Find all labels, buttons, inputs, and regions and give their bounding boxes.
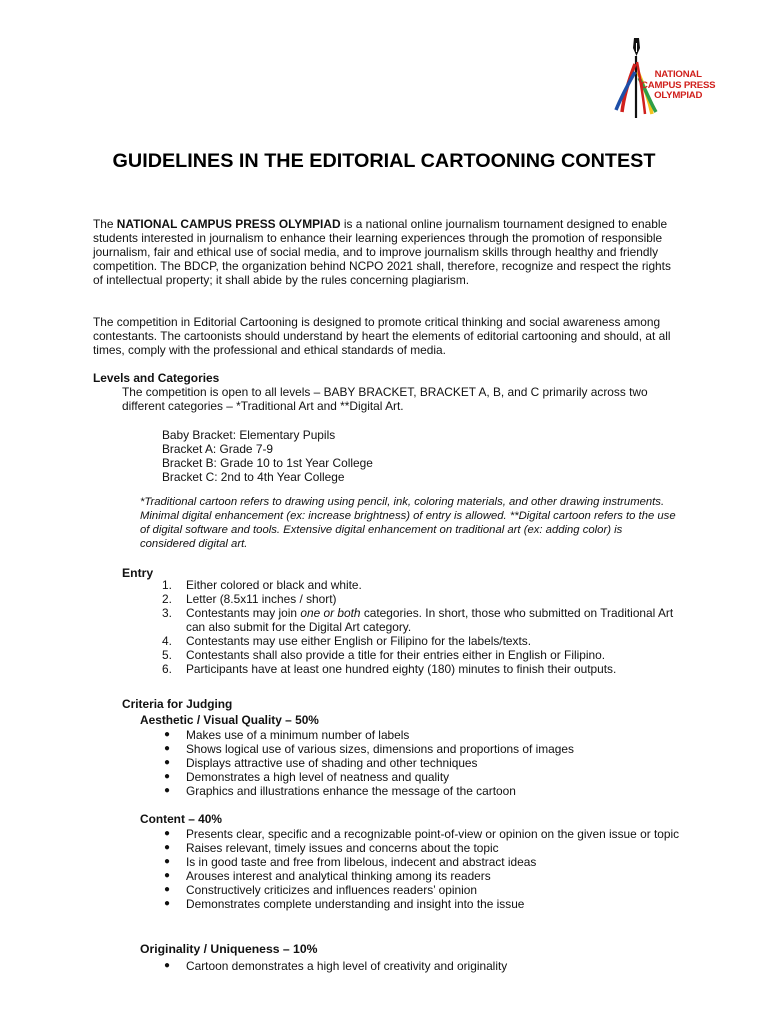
entry-text: Either colored or black and white. bbox=[186, 578, 362, 592]
logo-wordmark bbox=[641, 70, 715, 102]
bullet-icon: ● bbox=[164, 884, 171, 895]
logo-line-3: OLYMPIAD bbox=[654, 90, 703, 101]
originality-list bbox=[162, 959, 682, 973]
bullet-icon: ● bbox=[164, 785, 171, 796]
entry-text: Contestants may join bbox=[186, 606, 301, 620]
ncpo-logo bbox=[612, 34, 742, 122]
content-heading: Content – 40% bbox=[140, 812, 222, 826]
category-note: *Traditional cartoon refers to drawing using pencil, ink, coloring materials, and other drawing instruments. Minimal digital enhancement (ex: increase brightness) of entry is allowed. **Digital cartoon refers to the use of digital software and tools. Extensive digital enhancement on traditional art (ex: adding color) is considered digital art. bbox=[140, 496, 676, 550]
list-item bbox=[162, 827, 682, 841]
entry-item bbox=[162, 648, 682, 662]
list-item-text: Raises relevant, timely issues and concerns about the topic bbox=[186, 841, 499, 855]
list-item bbox=[162, 756, 682, 770]
list-item bbox=[162, 742, 682, 756]
entry-item bbox=[162, 578, 682, 592]
bullet-icon: ● bbox=[164, 898, 171, 909]
aesthetic-heading: Aesthetic / Visual Quality – 50% bbox=[140, 713, 319, 727]
list-item bbox=[162, 883, 682, 897]
content-list bbox=[162, 827, 682, 911]
originality-heading: Originality / Uniqueness – 10% bbox=[140, 942, 318, 956]
entry-item bbox=[162, 634, 682, 648]
bullet-icon: ● bbox=[164, 870, 171, 881]
entry-item bbox=[162, 606, 682, 634]
bullet-icon: ● bbox=[164, 828, 171, 839]
list-item-text: Demonstrates a high level of neatness and quality bbox=[186, 770, 450, 784]
intro-rest: is a national online journalism tournament designed to enable students interested in journalism to enhance their learning experiences through the promotion of responsible journalism, fair and ethical use of social media, and to improve journalism skills through healthy and friendly competition. The BDCP, the organization behind NCPO 2021 shall, therefore, recognize and respect the rights of intellectual property; it shall abide by the rules concerning plagiarism. bbox=[93, 217, 671, 287]
bullet-icon: ● bbox=[164, 856, 171, 867]
list-item-text: Demonstrates complete understanding and insight into the issue bbox=[186, 897, 525, 911]
levels-text: The competition is open to all levels – BABY BRACKET, BRACKET A, B, and C primarily across two different categories – *Traditional Art and **Digital Art. bbox=[122, 385, 648, 413]
entry-emphasis: one or both bbox=[300, 606, 361, 620]
bracket-item: Baby Bracket: Elementary Pupils bbox=[162, 428, 336, 442]
aesthetic-list bbox=[162, 728, 682, 798]
list-item bbox=[162, 728, 682, 742]
list-item-text: Graphics and illustrations enhance the message of the cartoon bbox=[186, 784, 516, 798]
entry-number: 2. bbox=[162, 592, 172, 606]
bracket-item: Bracket B: Grade 10 to 1st Year College bbox=[162, 456, 373, 470]
list-item bbox=[162, 855, 682, 869]
entry-text: Letter (8.5x11 inches / short) bbox=[186, 592, 337, 606]
entry-item bbox=[162, 662, 682, 676]
entry-list bbox=[162, 578, 682, 676]
list-item-text: Arouses interest and analytical thinking among its readers bbox=[186, 869, 491, 883]
list-item-text: Is in good taste and free from libelous, indecent and abstract ideas bbox=[186, 855, 537, 869]
organization-name: NATIONAL CAMPUS PRESS OLYMPIAD bbox=[116, 217, 341, 231]
bullet-icon: ● bbox=[164, 729, 171, 740]
document-title: GUIDELINES IN THE EDITORIAL CARTOONING CONTEST bbox=[112, 150, 656, 172]
logo-line-1: NATIONAL bbox=[654, 69, 702, 80]
list-item bbox=[162, 869, 682, 883]
bullet-icon: ● bbox=[164, 960, 171, 971]
bracket-item: Bracket A: Grade 7-9 bbox=[162, 442, 274, 456]
entry-number: 3. bbox=[162, 606, 172, 620]
list-item-text: Cartoon demonstrates a high level of creativity and originality bbox=[186, 959, 508, 973]
list-item-text: Presents clear, specific and a recognizable point-of-view or opinion on the given issue or topic bbox=[186, 827, 680, 841]
intro-paragraph-2: The competition in Editorial Cartooning is designed to promote critical thinking and social awareness among contestants. The cartoonists should understand by heart the elements of editorial cartooning and should, at all times, comply with the professional and ethical standards of media. bbox=[93, 315, 671, 357]
entry-heading: Entry bbox=[122, 566, 154, 580]
bullet-icon: ● bbox=[164, 842, 171, 853]
bracket-list bbox=[162, 428, 562, 484]
entry-text: Participants have at least one hundred eighty (180) minutes to finish their outputs. bbox=[186, 662, 617, 676]
list-item bbox=[162, 770, 682, 784]
list-item bbox=[162, 897, 682, 911]
bullet-icon: ● bbox=[164, 757, 171, 768]
list-item bbox=[162, 784, 682, 798]
list-item-text: Displays attractive use of shading and other techniques bbox=[186, 756, 478, 770]
entry-number: 4. bbox=[162, 634, 172, 648]
list-item-text: Constructively criticizes and influences readers’ opinion bbox=[186, 883, 478, 897]
entry-text: categories. In short, those who submitted on Traditional Art can also submit for the Digital Art category. bbox=[186, 606, 674, 634]
logo-line-2: CAMPUS PRESS bbox=[641, 79, 716, 91]
entry-number: 5. bbox=[162, 648, 172, 662]
entry-item bbox=[162, 592, 682, 606]
entry-number: 1. bbox=[162, 578, 172, 592]
list-item-text: Shows logical use of various sizes, dimensions and proportions of images bbox=[186, 742, 574, 756]
entry-text: Contestants shall also provide a title for their entries either in English or Filipino. bbox=[186, 648, 606, 662]
bullet-icon: ● bbox=[164, 771, 171, 782]
list-item bbox=[162, 959, 682, 973]
bullet-icon: ● bbox=[164, 743, 171, 754]
intro-prefix: The bbox=[93, 217, 117, 231]
bracket-item: Bracket C: 2nd to 4th Year College bbox=[162, 470, 345, 484]
criteria-heading: Criteria for Judging bbox=[122, 697, 233, 711]
entry-number: 6. bbox=[162, 662, 172, 676]
intro-paragraph-1 bbox=[93, 217, 678, 287]
list-item bbox=[162, 841, 682, 855]
list-item-text: Makes use of a minimum number of labels bbox=[186, 728, 410, 742]
entry-text: Contestants may use either English or Filipino for the labels/texts. bbox=[186, 634, 531, 648]
levels-heading: Levels and Categories bbox=[93, 371, 220, 385]
